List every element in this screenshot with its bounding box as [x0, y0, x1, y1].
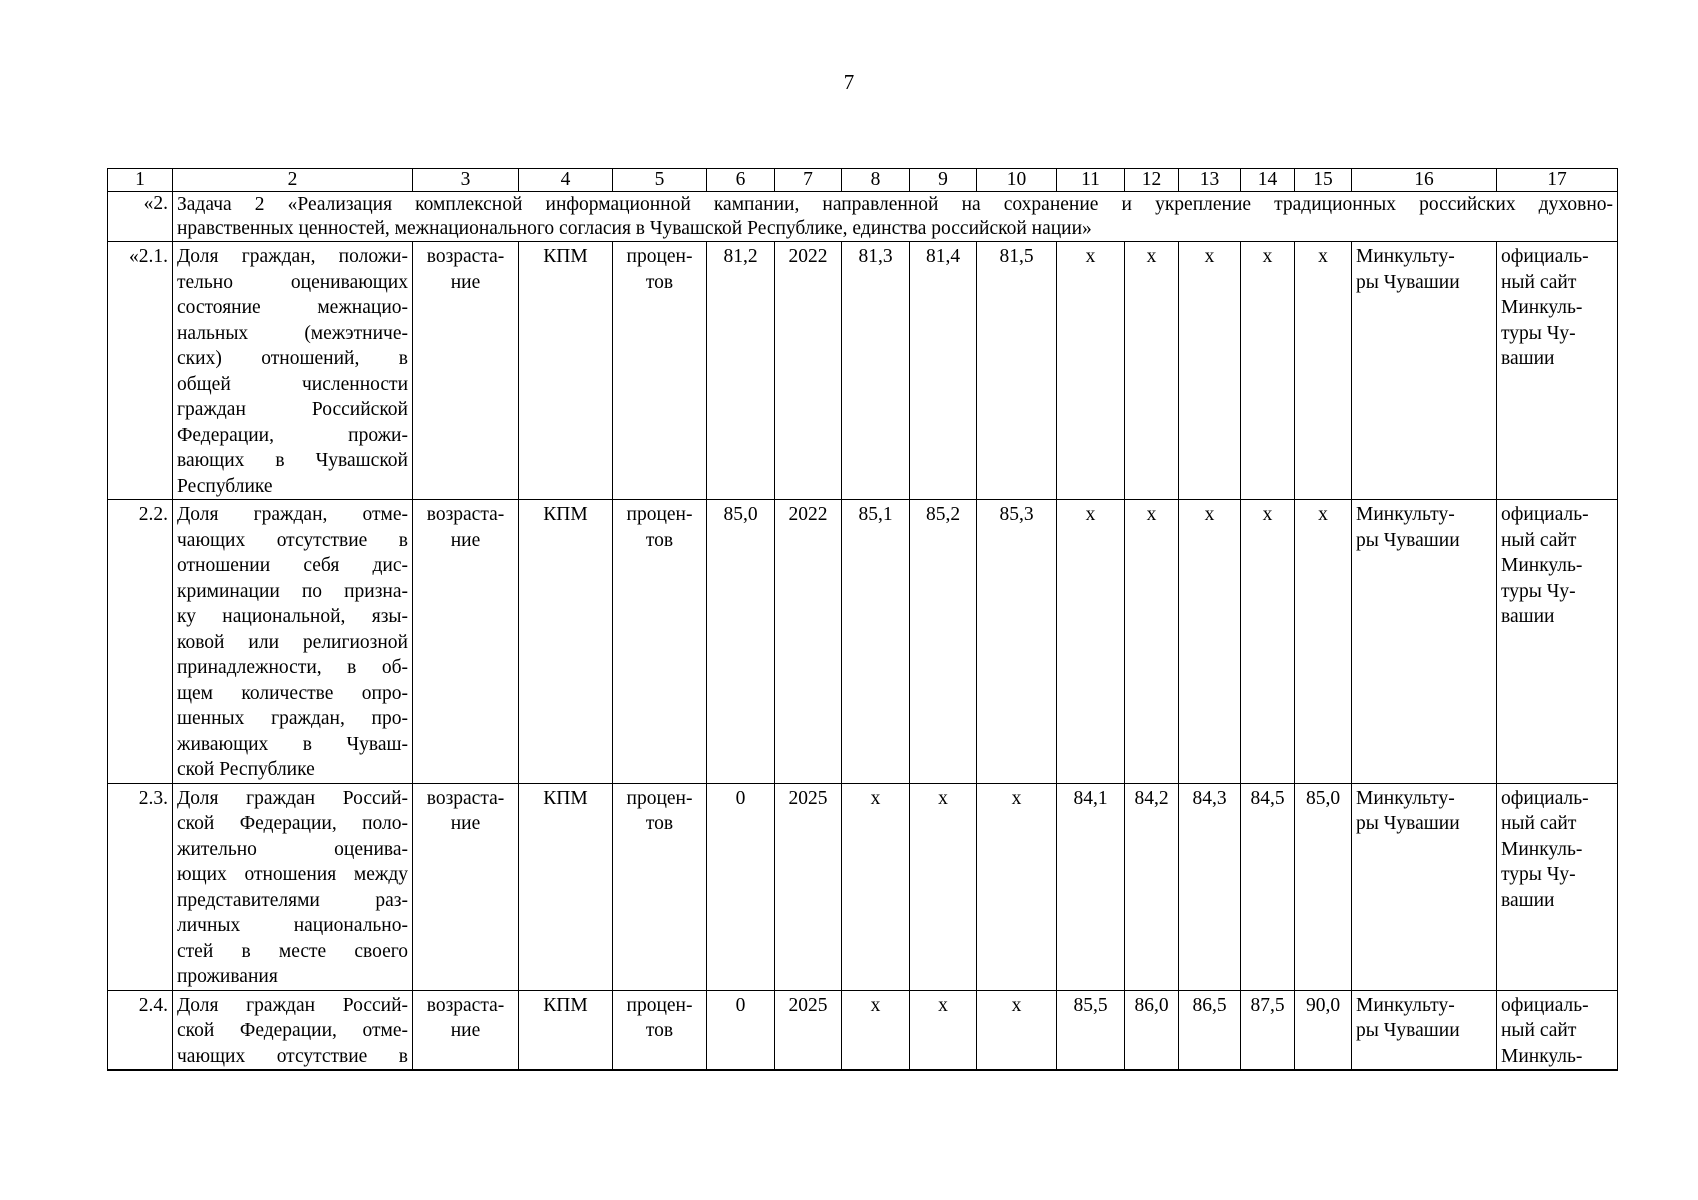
text-line: состояние межнацио- [177, 297, 408, 318]
unit [613, 783, 707, 990]
text-line: официаль- [1501, 787, 1589, 809]
text-line: жительно оценива- [177, 838, 408, 860]
column-number-cell: 6 [707, 169, 775, 192]
text-line: чающих отсутствие в [177, 1045, 408, 1067]
value-c8: 81,3 [842, 242, 910, 500]
text-line: криминации по призна- [177, 580, 408, 602]
text-line: общей численности [177, 373, 408, 395]
column-number-cell: 5 [613, 169, 707, 192]
indicator-type: КПМ [519, 990, 613, 1070]
value-c12: х [1125, 500, 1179, 784]
value-c9: 81,4 [910, 242, 977, 500]
text-line: личных национально- [177, 915, 408, 936]
text-line: ный сайт [1501, 529, 1577, 551]
text-line: ской Республике [177, 759, 315, 780]
value-c7: 2025 [775, 990, 842, 1070]
text-line: Минкуль- [1501, 1045, 1583, 1067]
text-line: Минкульту- [1356, 787, 1455, 809]
text-line: отношении себя дис- [177, 555, 408, 576]
text-line: возраста- [426, 504, 505, 525]
column-number-cell: 2 [173, 169, 413, 192]
indicator-row [108, 500, 1618, 784]
text-line: Задача 2 «Реализация комплексной информационной кампании, направленной на сохранение и укрепление традиционных российских духовно- [177, 194, 1613, 215]
text-line: возраста- [426, 246, 505, 267]
text-line: Республике [177, 475, 273, 497]
text-line: туры Чу- [1501, 322, 1576, 344]
direction [413, 990, 519, 1070]
direction [413, 783, 519, 990]
text-line: тов [645, 1020, 674, 1041]
column-number-cell: 4 [519, 169, 613, 192]
value-c14: 84,5 [1241, 783, 1295, 990]
value-c12: 84,2 [1125, 783, 1179, 990]
value-c13: 86,5 [1179, 990, 1241, 1070]
data-source [1497, 500, 1618, 784]
row-number: 2.2. [108, 500, 173, 784]
value-c10: 85,3 [977, 500, 1057, 784]
value-c15: х [1295, 500, 1352, 784]
text-line: ры Чувашии [1356, 529, 1460, 551]
row-number: 2.3. [108, 783, 173, 990]
value-c10: 81,5 [977, 242, 1057, 500]
data-source [1497, 783, 1618, 990]
text-line: туры Чу- [1501, 864, 1576, 885]
value-c12: х [1125, 242, 1179, 500]
value-c6: 0 [707, 990, 775, 1070]
responsible [1352, 242, 1497, 500]
text-line: нальных (межэтниче- [177, 322, 408, 344]
text-line: ный сайт [1501, 813, 1577, 834]
indicator-type: КПМ [519, 242, 613, 500]
text-line: вашии [1501, 889, 1555, 911]
text-line: граждан Российской [177, 399, 408, 420]
column-number-cell: 16 [1352, 169, 1497, 192]
text-line: туры Чу- [1501, 580, 1576, 602]
text-line: ры Чувашии [1356, 271, 1460, 293]
responsible [1352, 500, 1497, 784]
data-source [1497, 242, 1618, 500]
column-number-cell: 13 [1179, 169, 1241, 192]
text-line: официаль- [1501, 504, 1589, 525]
text-line: проживания [177, 966, 278, 987]
value-c8: х [842, 783, 910, 990]
text-line: шенных граждан, про- [177, 708, 408, 729]
value-c9: х [910, 990, 977, 1070]
value-c11: 84,1 [1057, 783, 1125, 990]
responsible [1352, 783, 1497, 990]
column-number-cell: 9 [910, 169, 977, 192]
value-c11: х [1057, 500, 1125, 784]
value-c13: х [1179, 500, 1241, 784]
value-c13: 84,3 [1179, 783, 1241, 990]
task-title [173, 192, 1618, 242]
text-line: Доля граждан Россий- [177, 787, 408, 809]
text-line: ры Чувашии [1356, 1020, 1460, 1041]
task-row [108, 192, 1618, 242]
direction [413, 242, 519, 500]
indicator-description [173, 242, 413, 500]
text-line: Минкульту- [1356, 246, 1455, 267]
column-number-cell: 1 [108, 169, 173, 192]
value-c14: 87,5 [1241, 990, 1295, 1070]
text-line: тов [645, 529, 674, 551]
row-number: 2.4. [108, 990, 173, 1070]
data-source [1497, 990, 1618, 1070]
text-line: ку национальной, язы- [177, 606, 408, 627]
text-line: Федерации, прожи- [177, 424, 408, 446]
value-c7: 2025 [775, 783, 842, 990]
value-c14: х [1241, 242, 1295, 500]
indicators-table [107, 168, 1618, 1071]
text-line: Доля граждан, положи- [177, 246, 408, 267]
text-line: процен- [626, 994, 693, 1016]
indicator-description [173, 783, 413, 990]
text-line: стей в месте своего [177, 940, 408, 962]
indicator-type: КПМ [519, 783, 613, 990]
value-c7: 2022 [775, 500, 842, 784]
value-c11: х [1057, 242, 1125, 500]
text-line: вашии [1501, 348, 1555, 369]
value-c15: х [1295, 242, 1352, 500]
value-c13: х [1179, 242, 1241, 500]
text-line: процен- [626, 246, 693, 267]
value-c15: 85,0 [1295, 783, 1352, 990]
indicator-row [108, 783, 1618, 990]
text-line: тов [645, 813, 674, 834]
indicator-description [173, 500, 413, 784]
text-line: живающих в Чуваш- [177, 733, 408, 755]
text-line: Доля граждан, отме- [177, 504, 408, 525]
task-number: «2. [108, 192, 173, 242]
value-c8: 85,1 [842, 500, 910, 784]
text-line: ской Федерации, отме- [177, 1020, 408, 1041]
text-line: вающих в Чувашской [177, 450, 408, 471]
value-c14: х [1241, 500, 1295, 784]
text-line: чающих отсутствие в [177, 529, 408, 551]
value-c12: 86,0 [1125, 990, 1179, 1070]
text-line: ние [450, 529, 481, 551]
indicator-row [108, 990, 1618, 1070]
indicator-row [108, 242, 1618, 500]
value-c9: х [910, 783, 977, 990]
value-c11: 85,5 [1057, 990, 1125, 1070]
value-c9: 85,2 [910, 500, 977, 784]
text-line: возраста- [426, 994, 505, 1016]
value-c8: х [842, 990, 910, 1070]
text-line: вашии [1501, 606, 1555, 627]
unit [613, 990, 707, 1070]
text-line: нравственных ценностей, межнационального согласия в Чувашской Республике, единства российской нации» [177, 218, 1092, 239]
text-line: ние [450, 271, 481, 293]
value-c10: х [977, 783, 1057, 990]
indicator-description [173, 990, 413, 1070]
column-number-cell: 7 [775, 169, 842, 192]
column-number-row [108, 169, 1618, 192]
text-line: тов [645, 271, 674, 293]
page-number: 7 [843, 70, 855, 94]
text-line: ской Федерации, поло- [177, 813, 408, 834]
column-number-cell: 8 [842, 169, 910, 192]
text-line: официаль- [1501, 246, 1589, 267]
text-line: Доля граждан Россий- [177, 994, 408, 1016]
column-number-cell: 10 [977, 169, 1057, 192]
text-line: Минкуль- [1501, 555, 1583, 576]
responsible [1352, 990, 1497, 1070]
text-line: ских) отношений, в [177, 348, 408, 369]
text-line: ние [450, 1020, 481, 1041]
unit [613, 242, 707, 500]
text-line: ние [450, 813, 481, 834]
text-line: принадлежности, в об- [177, 657, 408, 678]
text-line: возраста- [426, 787, 505, 809]
text-line: официаль- [1501, 994, 1589, 1016]
text-line: щем количестве опро- [177, 682, 408, 704]
value-c15: 90,0 [1295, 990, 1352, 1070]
value-c6: 81,2 [707, 242, 775, 500]
text-line: процен- [626, 504, 693, 525]
column-number-cell: 17 [1497, 169, 1618, 192]
text-line: ющих отношения между [177, 864, 408, 885]
text-line: Минкульту- [1356, 994, 1455, 1016]
direction [413, 500, 519, 784]
column-number-cell: 12 [1125, 169, 1179, 192]
column-number-cell: 15 [1295, 169, 1352, 192]
column-number-cell: 14 [1241, 169, 1295, 192]
text-line: представителями раз- [177, 889, 408, 911]
value-c7: 2022 [775, 242, 842, 500]
text-line: Минкульту- [1356, 504, 1455, 525]
value-c6: 0 [707, 783, 775, 990]
column-number-cell: 11 [1057, 169, 1125, 192]
column-number-cell: 3 [413, 169, 519, 192]
text-line: ры Чувашии [1356, 813, 1460, 834]
text-line: Минкуль- [1501, 838, 1583, 860]
row-number: «2.1. [108, 242, 173, 500]
text-line: ный сайт [1501, 1020, 1577, 1041]
value-c6: 85,0 [707, 500, 775, 784]
unit [613, 500, 707, 784]
indicator-type: КПМ [519, 500, 613, 784]
text-line: процен- [626, 787, 693, 809]
text-line: Минкуль- [1501, 297, 1583, 318]
text-line: ный сайт [1501, 271, 1577, 293]
text-line: ковой или религиозной [177, 631, 408, 653]
value-c10: х [977, 990, 1057, 1070]
text-line: тельно оценивающих [177, 271, 408, 293]
